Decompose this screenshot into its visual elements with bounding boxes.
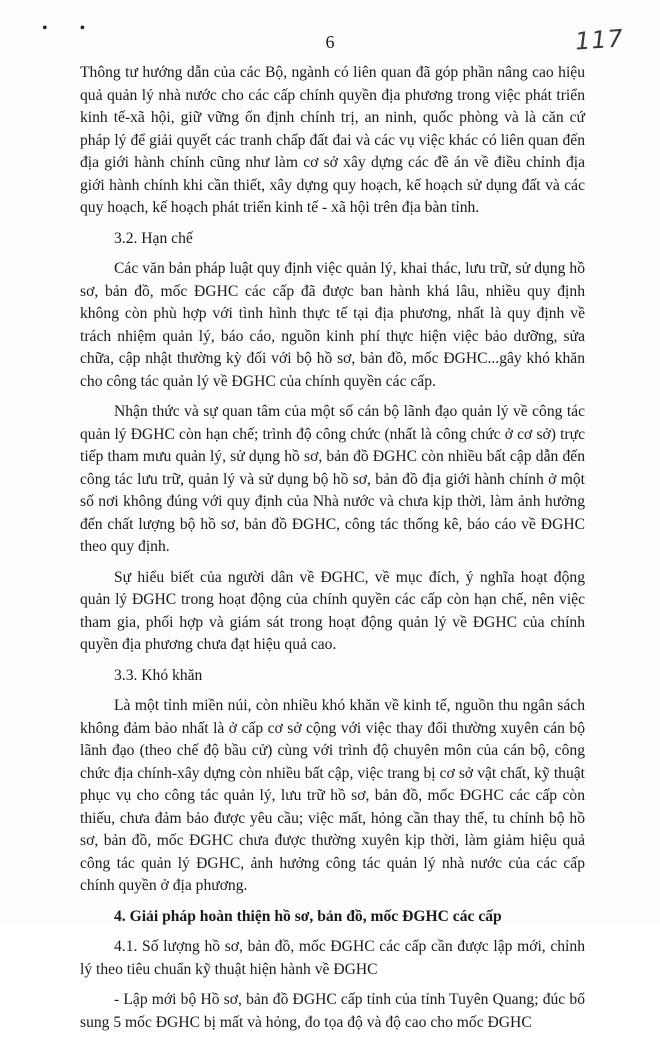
paragraph: Là một tỉnh miền núi, còn nhiều khó khăn về kinh tế, nguồn thu ngân sách không đảm bảo nhất là ở cấp cơ sở cộng với việc thay đổi thường xuyên cán bộ lãnh đạo (theo chế độ bầu cử) cùng với trình độ chuyên môn của cán bộ, công chức địa chính-xây dựng còn nhiều bất cập, việc trang bị cơ sở vật chất, kỹ thuật phục vụ cho công tác quản lý, lưu trữ hồ sơ, bản đồ, mốc ĐGHC các cấp còn thiếu, chưa đảm bảo được yêu cầu; việc mất, hỏng cần thay thế, tu chỉnh bộ hồ sơ, bản đồ, mốc ĐGHC chưa được thường xuyên kịp thời, làm giảm hiệu quả công tác quản lý ĐGHC, ảnh hưởng công tác quản lý nhà nước của các cấp chính quyền ở địa phương. <box>80 697 585 894</box>
paragraph: Sự hiểu biết của người dân về ĐGHC, về mục đích, ý nghĩa hoạt động quản lý ĐGHC trong hoạt động của chính quyền các cấp còn hạn chế, nên việc tham gia, phối hợp và giám sát trong hoạt động quản lý về ĐGHC của chính quyền địa phương chưa đạt hiệu quả cao. <box>80 568 585 653</box>
document-body <box>80 62 585 1042</box>
margin-marks: • • <box>42 20 100 37</box>
page-number: 6 <box>325 32 335 52</box>
paragraph: Các văn bản pháp luật quy định việc quản lý, khai thác, lưu trữ, sử dụng hồ sơ, bản đồ, mốc ĐGHC các cấp đã được ban hành khá lâu, nhiều quy định không còn phù hợp với tình hình thực tế tại địa phương, nhất là quy định về trách nhiệm quản lý, báo cáo, nguồn kinh phí thực hiện việc bảo dưỡng, sửa chữa, cập nhật thường kỳ đối với bộ hồ sơ, bản đồ, mốc ĐGHC...gây khó khăn cho công tác quản lý về ĐGHC của chính quyền các cấp. <box>80 260 585 390</box>
section-heading-limitations: 3.2. Hạn chế <box>114 229 193 247</box>
section-heading-solutions: 4. Giải pháp hoàn thiện hồ sơ, bản đồ, mốc ĐGHC các cấp <box>114 907 502 925</box>
handwritten-page-number: 117 <box>574 24 625 56</box>
paragraph: Thông tư hướng dẫn của các Bộ, ngành có liên quan đã góp phần nâng cao hiệu quả quản lý nhà nước cho các cấp chính quyền địa phương trong việc phát triển kinh tế-xã hội, giữ vững ổn định chính trị, an ninh, quốc phòng và là căn cứ pháp lý để giải quyết các tranh chấp đất đai và các vụ việc khác có liên quan đến địa giới hành chính cũng như làm cơ sở xây dựng các đề án về điều chỉnh địa giới hành chính khi cần thiết, xây dựng quy hoạch, kế hoạch sử dụng đất và các quy hoạch, kế hoạch phát triển kinh tế - xã hội trên địa bàn tỉnh. <box>80 64 585 216</box>
paragraph: 4.1. Số lượng hồ sơ, bản đồ, mốc ĐGHC các cấp cần được lập mới, chỉnh lý theo tiêu chuẩn kỹ thuật hiện hành về ĐGHC <box>80 938 585 978</box>
section-heading-difficulties: 3.3. Khó khăn <box>114 666 203 684</box>
paragraph: - Lập mới bộ Hồ sơ, bản đồ ĐGHC cấp tỉnh của tỉnh Tuyên Quang; đúc bổ sung 5 mốc ĐGHC bị mất và hỏng, đo tọa độ và độ cao cho mốc ĐGHC <box>80 991 585 1031</box>
paragraph: Nhận thức và sự quan tâm của một số cán bộ lãnh đạo quản lý về công tác quản lý ĐGHC còn hạn chế; trình độ công chức (nhất là công chức ở cơ sở) trực tiếp tham mưu quản lý, sử dụng hồ sơ, bản đồ ĐGHC còn nhiều bất cập dẫn đến công tác lưu trữ, quản lý và sử dụng bộ hồ sơ, bản đồ địa giới hành chính ở một số nơi không đúng với quy định của Nhà nước và chưa kịp thời, làm ảnh hưởng đến chất lượng bộ hồ sơ, bản đồ ĐGHC, công tác thống kê, báo cáo về ĐGHC theo quy định. <box>80 403 585 555</box>
